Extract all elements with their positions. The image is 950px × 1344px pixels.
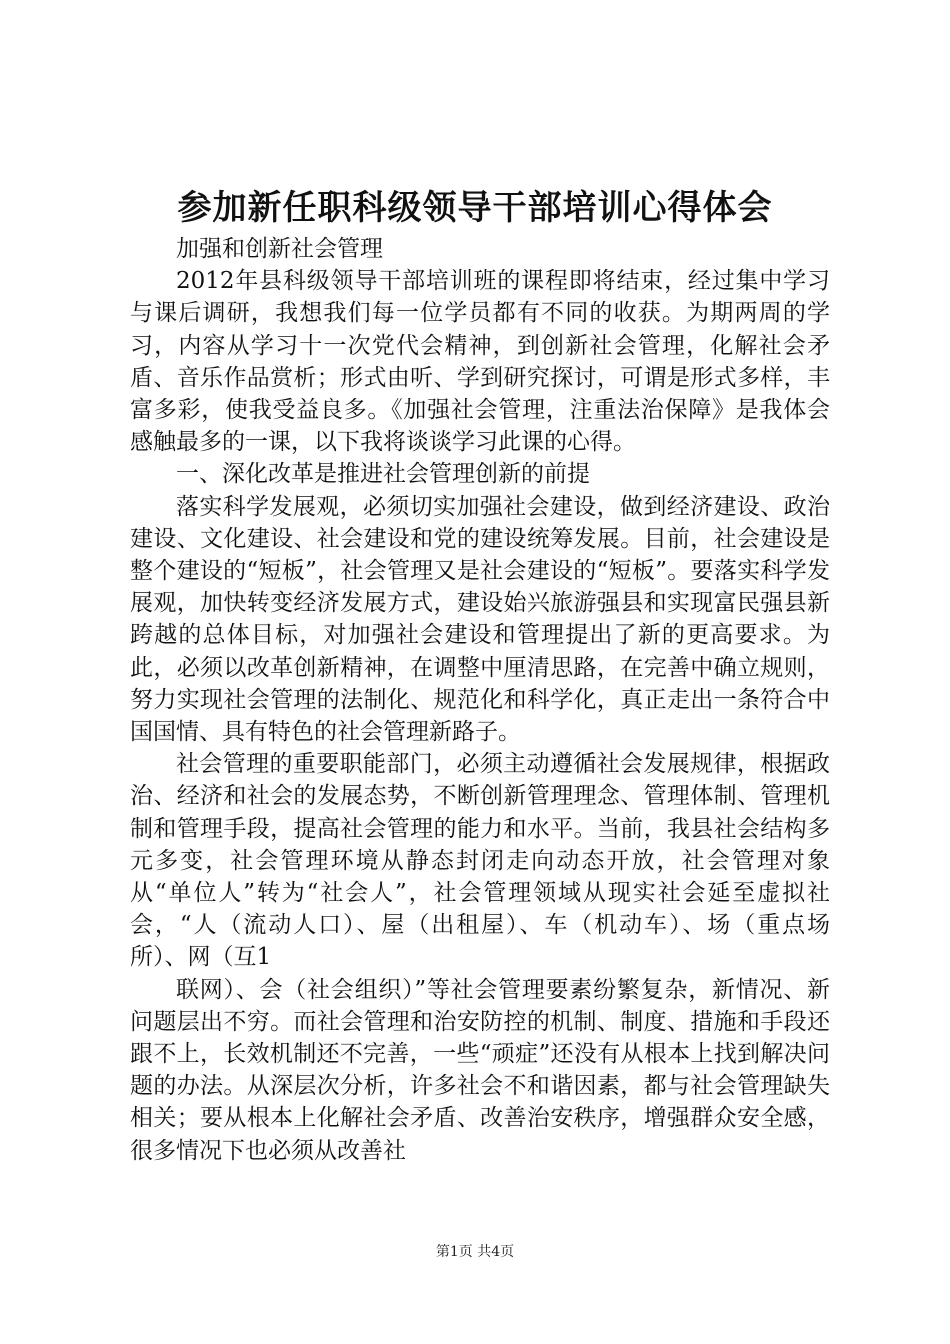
paragraph: 联网）、会（社会组织）”等社会管理要素纷繁复杂，新情况、新问题层出不穷。而社会管理和治安防控的机制、制度、措施和手段还跟不上，长效机制还不完善，一些“顽症”还没有从根本上找到解决问题的办法。从深层次分析，许多社会不和谐因素，都与社会管理缺失相关；要从根本上化解社会矛盾、改善治安秩序，增强群众安全感，很多情况下也必须从改善社 xyxy=(130,976,830,1164)
paragraph: 2012年县科级领导干部培训班的课程即将结束，经过集中学习与课后调研，我想我们每一位学员都有不同的收获。为期两周的学习，内容从学习十一次党代会精神，到创新社会管理，化解社会矛盾、音乐作品赏析；形式由听、学到研究探讨，可谓是形式多样，丰富多彩，使我受益良多。《加强社会管理，注重法治保障》是我体会感触最多的一课，以下我将谈谈学习此课的心得。 xyxy=(130,268,830,456)
page-footer: 第1页 共4页 xyxy=(435,1244,515,1260)
paragraph-heading: 加强和创新社会管理 xyxy=(176,236,383,262)
document-body xyxy=(130,233,830,1167)
section-heading: 一、深化改革是推进社会管理创新的前提 xyxy=(176,461,590,488)
paragraph: 落实科学发展观，必须切实加强社会建设，做到经济建设、政治建设、文化建设、社会建设和党的建设统筹发展。目前，社会建设是整个建设的“短板”，社会管理又是社会建设的“短板”。要落实科学发展观，加快转变经济发展方式，建设始兴旅游强县和实现富民强县新跨越的总体目标，对加强社会建设和管理提出了新的更高要求。为此，必须以改革创新精神，在调整中厘清思路，在完善中确立规则，努力实现社会管理的法制化、规范化和科学化，真正走出一条符合中国国情、具有特色的社会管理新路子。 xyxy=(130,493,830,746)
document-title: 参加新任职科级领导干部培训心得体会 xyxy=(177,188,773,228)
paragraph: 社会管理的重要职能部门，必须主动遵循社会发展规律，根据政治、经济和社会的发展态势，不断创新管理理念、管理体制、管理机制和管理手段，提高社会管理的能力和水平。当前，我县社会结构多元多变，社会管理环境从静态封闭走向动态开放，社会管理对象从“单位人”转为“社会人”，社会管理领域从现实社会延至虚拟社会，“人（流动人口）、屋（出租屋）、车（机动车）、场（重点场所）、网（互1 xyxy=(130,751,830,971)
